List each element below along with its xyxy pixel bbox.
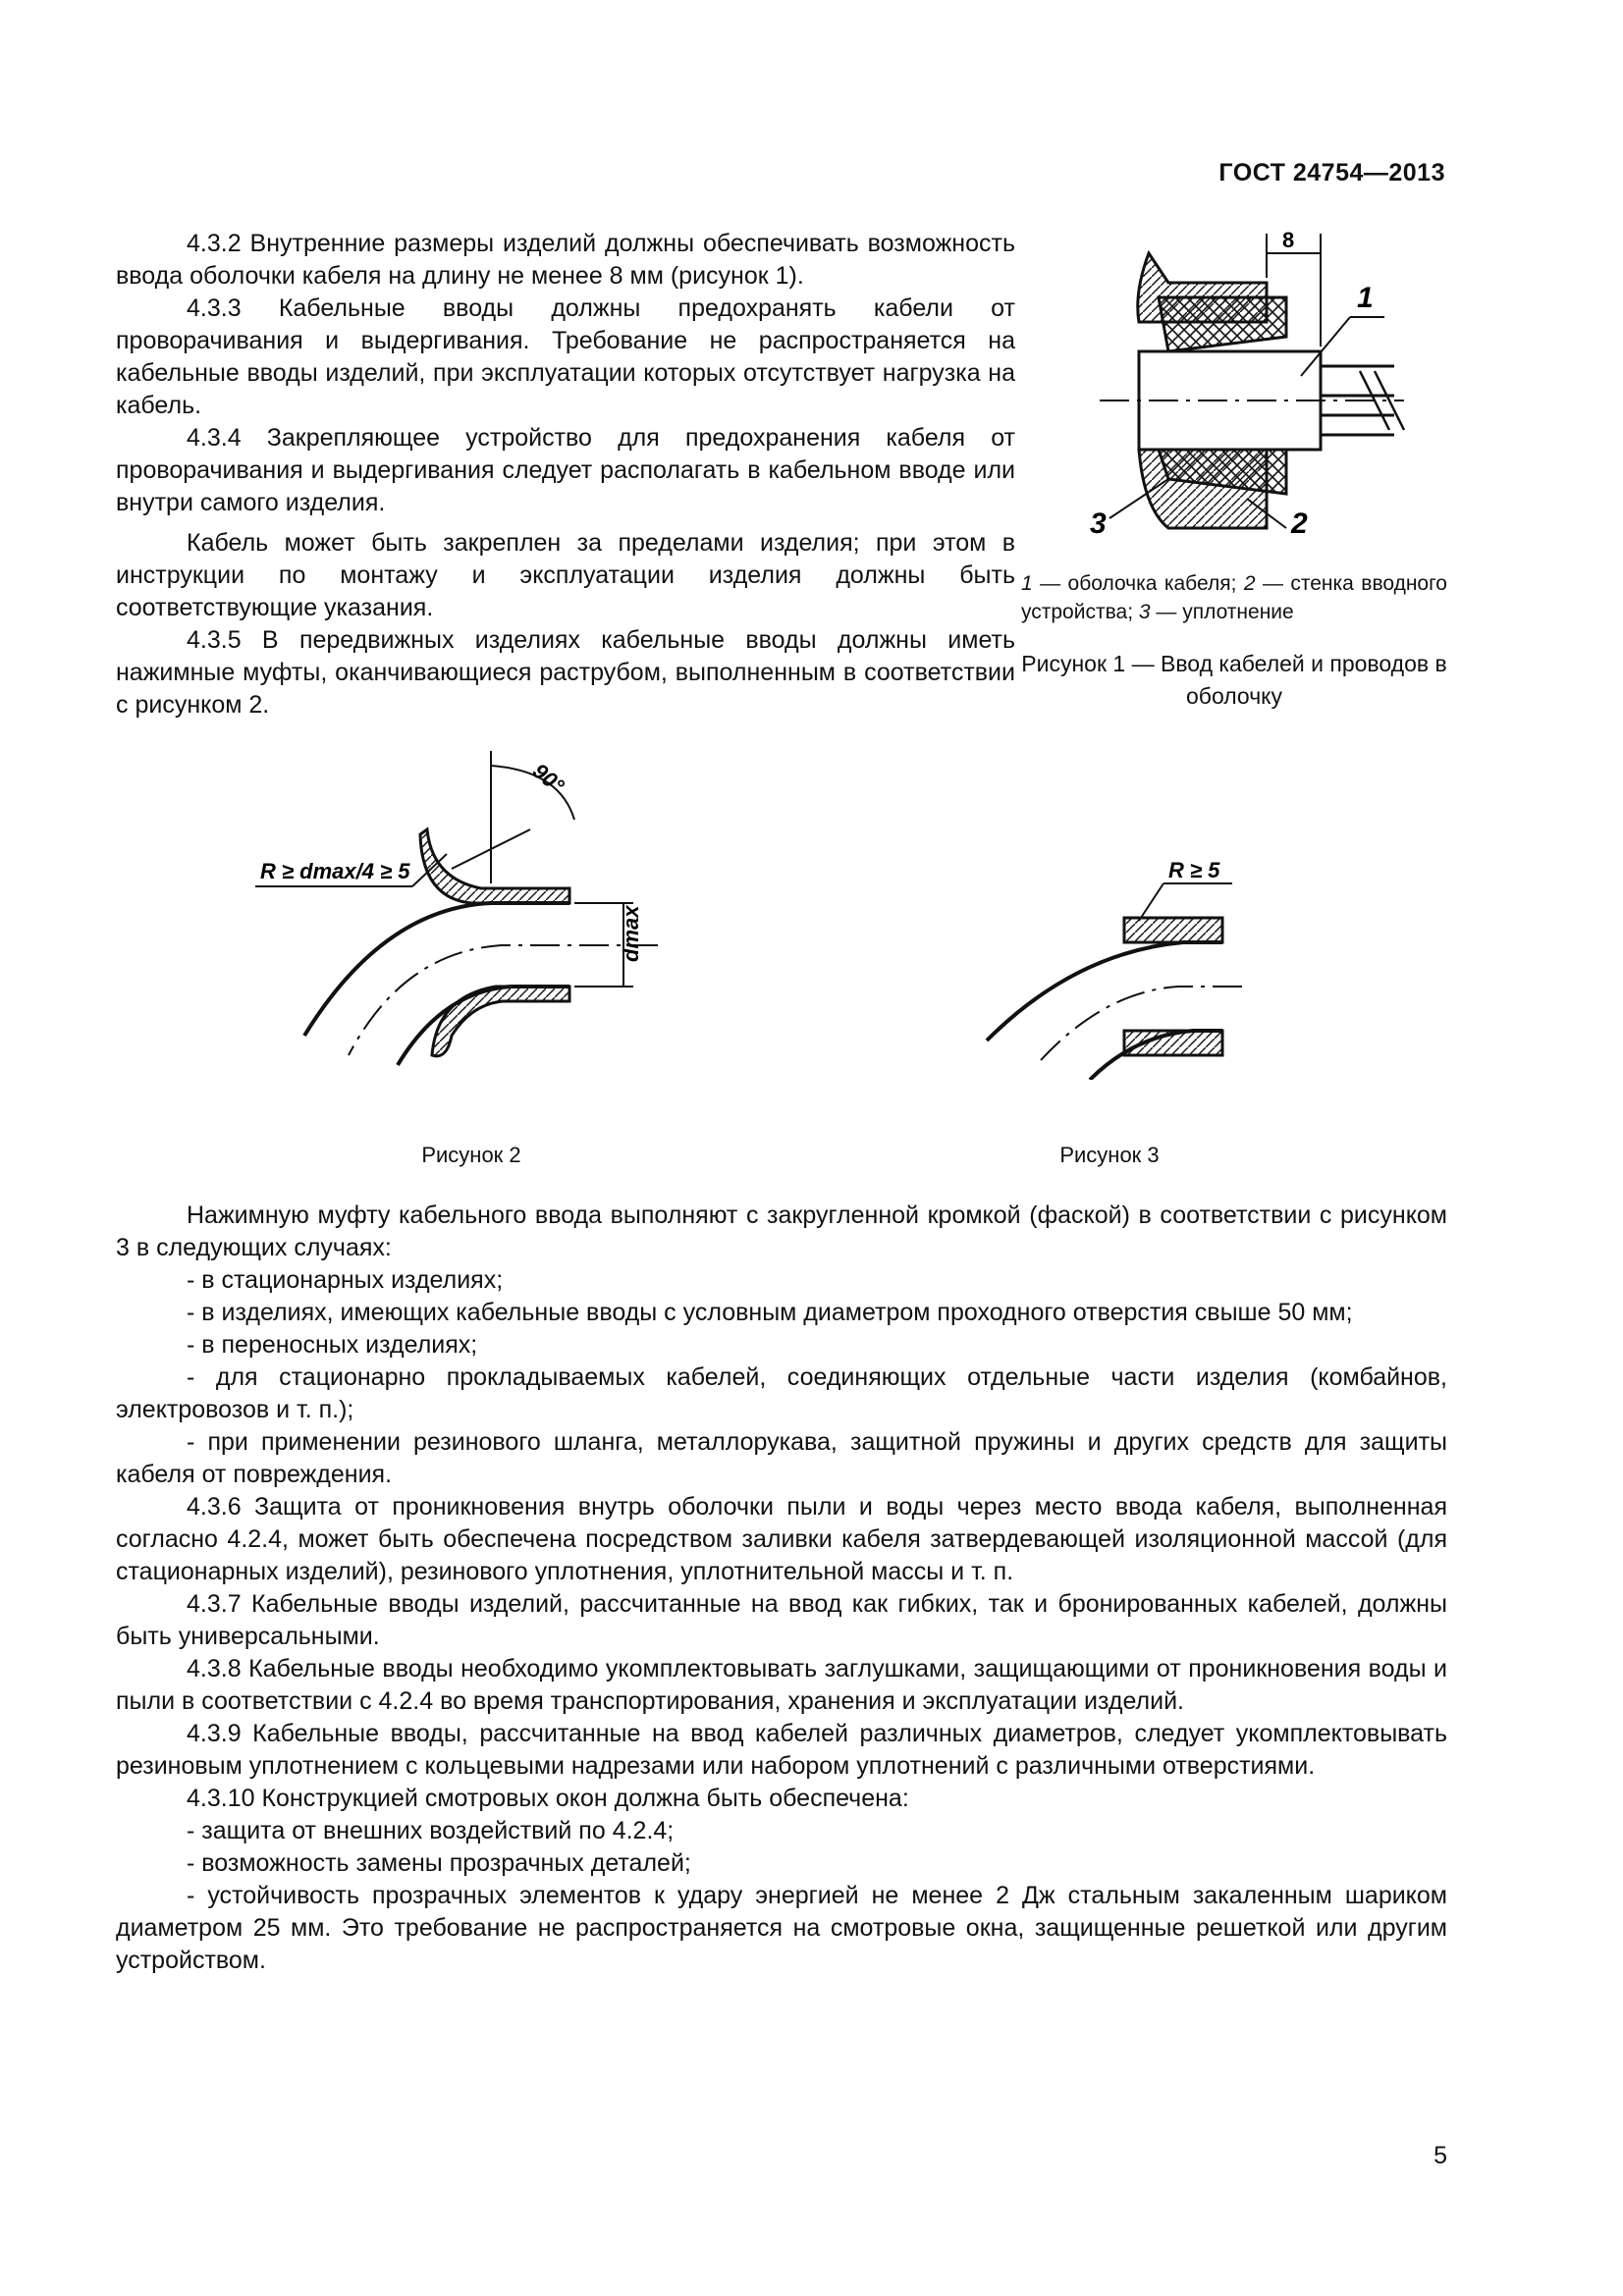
figure-2-caption: Рисунок 2 <box>421 1143 521 1167</box>
paragraph-4-3-9: 4.3.9 Кабельные вводы, рассчитанные на ввод кабелей различных диаметров, следует укомплектовывать резиновым уплотнением с кольцевыми надрезами или набором уплотнений с различными отверстиями. <box>116 1720 1447 1780</box>
seal-upper <box>1159 297 1286 351</box>
paragraph-4-3-8: 4.3.8 Кабельные вводы необходимо укомплектовывать заглушками, защищающими от проникновения воды и пыли в соответствии с 4.2.4 во время транспортирования, хранения и эксплуатации изделий. <box>116 1655 1447 1715</box>
legend-text-3: — уплотнение <box>1150 601 1294 623</box>
legend-num-3: 3 <box>1138 601 1151 623</box>
figure-3-caption: Рисунок 3 <box>1059 1143 1160 1167</box>
list-item: - возможность замены прозрачных деталей; <box>187 1849 691 1877</box>
paragraph-cases-intro: Нажимную муфту кабельного ввода выполняют с закругленной кромкой (фаской) в соответствии с рисунком 3 в следующих случаях: <box>116 1201 1447 1261</box>
paragraph-4-3-10: 4.3.10 Конструкцией смотровых окон должна быть обеспечена: <box>187 1785 909 1812</box>
dimension-label-8: 8 <box>1282 228 1295 252</box>
list-item: - в изделиях, имеющих кабельные вводы с условным диаметром проходного отверстия свыше 50 мм; <box>187 1299 1353 1326</box>
callout-3: 3 <box>1090 507 1107 540</box>
list-item: - защита от внешних воздействий по 4.2.4; <box>187 1817 675 1844</box>
legend-num-2: 2 <box>1243 572 1256 595</box>
document-header: ГОСТ 24754—2013 <box>1218 159 1445 187</box>
legend-num-1: 1 <box>1021 572 1033 595</box>
paragraph-4-3-4: 4.3.4 Закрепляющее устройство для предохранения кабеля от проворачивания и выдергивания следует располагать в кабельном вводе или внутри самого изделия. <box>116 424 1015 516</box>
diameter-label: dmax <box>619 905 643 962</box>
paragraph-4-3-6: 4.3.6 Защита от проникновения внутрь оболочки пыли и воды через место ввода кабеля, выполненная согласно 4.2.4, может быть обеспечена посредством заливки кабеля затвердевающей изоляционной массой (для стационарных изделий), резинового уплотнения, уплотнительной массы и т. п. <box>116 1493 1447 1585</box>
legend-text-1: — оболочка кабеля; <box>1032 572 1244 595</box>
figure-2-drawing <box>245 741 658 1075</box>
radius-label-fig3: R ≥ 5 <box>1168 858 1220 882</box>
cable-outer-fig3 <box>987 942 1222 1041</box>
figure-1-caption: Рисунок 1 — Ввод кабелей и проводов в оболочку <box>1021 651 1447 709</box>
paragraph-cable-fixing: Кабель может быть закреплен за пределами изделия; при этом в инструкции по монтажу и эксплуатации изделия должны быть соответствующие указания. <box>116 529 1015 621</box>
callout-2: 2 <box>1291 507 1308 540</box>
list-item: - в стационарных изделиях; <box>187 1266 504 1294</box>
radius-label-fig2: R ≥ dmax/4 ≥ 5 <box>260 859 410 883</box>
paragraph-4-3-2: 4.3.2 Внутренние размеры изделий должны обеспечивать возможность ввода оболочки кабеля на длину не менее 8 мм (рисунок 1). <box>116 230 1015 290</box>
list-item: - для стационарно прокладываемых кабелей, соединяющих отдельные части изделия (комбайнов, электровозов и т. п.); <box>116 1363 1447 1423</box>
paragraph-4-3-7: 4.3.7 Кабельные вводы изделий, рассчитанные на ввод как гибких, так и бронированных кабелей, должны быть универсальными. <box>116 1590 1447 1650</box>
figure-1-legend <box>1021 569 1447 626</box>
list-item: - устойчивость прозрачных элементов к удару энергией не менее 2 Дж стальным закаленным шариком диаметром 25 мм. Это требование не распространяется на смотровые окна, защищенные решеткой или другим устройством. <box>116 1882 1447 1974</box>
sleeve-upper <box>1124 918 1222 942</box>
flare-upper <box>420 829 569 903</box>
main-body-text <box>116 1200 1447 1977</box>
figure-1-drawing <box>1090 224 1453 548</box>
list-item: - при применении резинового шланга, металлорукава, защитной пружины и других средств для защиты кабеля от повреждения. <box>116 1428 1447 1488</box>
flare-lower <box>432 987 569 1056</box>
list-item: - в переносных изделиях; <box>187 1331 478 1359</box>
paragraph-4-3-3: 4.3.3 Кабельные вводы должны предохранять кабели от проворачивания и выдергивания. Требование не распространяется на кабельные вводы изделий, при эксплуатации которых отсутствует нагрузка на кабель. <box>116 294 1015 419</box>
figure-3-drawing <box>967 844 1242 1080</box>
legend-text-2: — стенка вводного устройства; <box>1021 572 1447 623</box>
paragraph-4-3-5: 4.3.5 В передвижных изделиях кабельные вводы должны иметь нажимные муфты, оканчивающиеся раструбом, выполненным в соответствии с рисунком 2. <box>116 626 1015 719</box>
callout-1: 1 <box>1357 282 1374 314</box>
page-number: 5 <box>1434 2142 1447 2169</box>
angle-label-90: 90° <box>527 758 569 799</box>
left-column-text <box>116 228 1015 721</box>
